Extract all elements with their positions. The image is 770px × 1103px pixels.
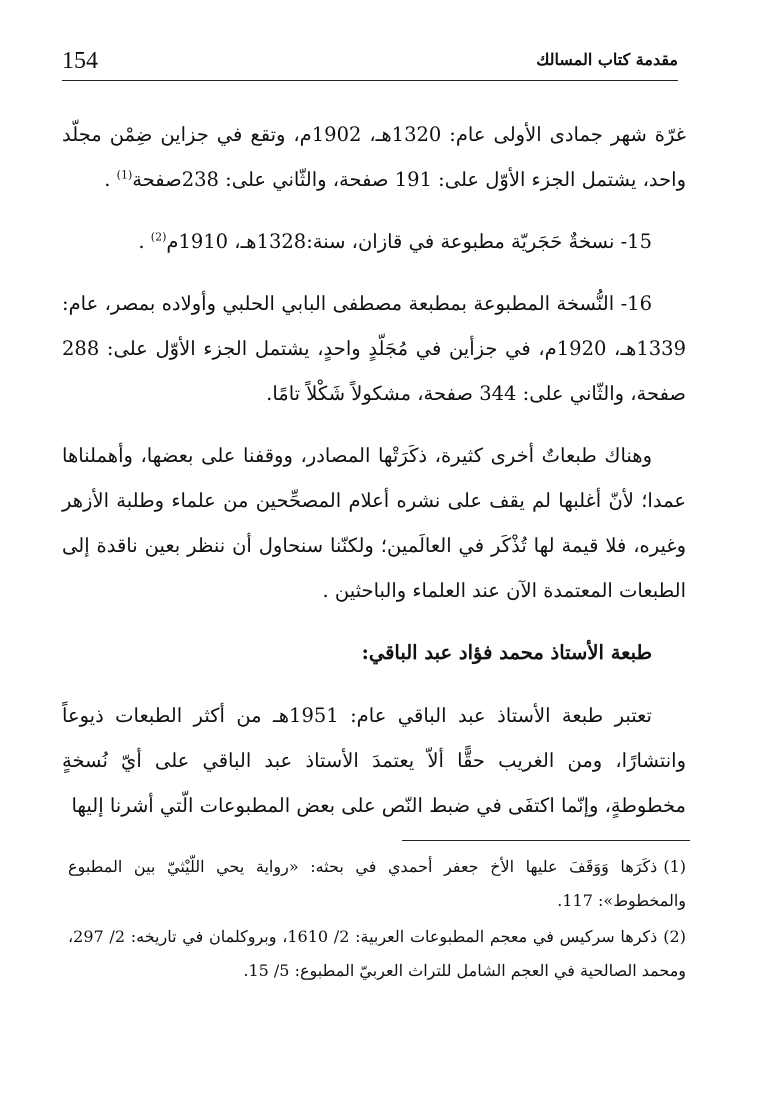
footnote-ref: (1) — [116, 168, 133, 182]
paragraph — [62, 281, 686, 416]
paragraph-text: تعتبر طبعة الأستاذ عبد الباقي عام: 1951هـ من أكثر الطبعات ذيوعاً وانتشارًا، ومن الغريب حقًّا ألاّ يعتمدَ الأستاذ عبد الباقي على أيّ نُسخةٍ مخطوطةٍ، وإنّما اكتفَى في ضبط النّص على بعض المطبوعات الّتي أشرنا إليها — [62, 704, 686, 817]
paragraph-tail: . — [138, 230, 151, 253]
footnotes — [68, 850, 686, 990]
paragraph-text: 16- النُّسخة المطبوعة بمطبعة مصطفى البابي الحلبي وأولاده بمصر، عام: 1339هـ، 1920م، في جزأين في مُجَلّدٍ واحدٍ، يشتمل الجزء الأوّل على: 288 صفحة، والثّاني على: 344 صفحة، مشكولاً شَكْلاً تامًا. — [62, 292, 686, 405]
footnote-text: ذكَرَها وَوَقَفَ عليها الأخ جعفر أحمدي في بحثه: «رواية يحي اللّيْثيّ بين المطبوع والمخطوط»: 117. — [68, 857, 686, 910]
paragraph — [62, 433, 686, 613]
paragraph — [62, 219, 686, 264]
paragraph-tail: . — [104, 168, 117, 191]
footnote-text: ذكرها سركيس في معجم المطبوعات العربية: 2/ 1610، وبروكلمان في تاريخه: 2/ 297، ومحمد الصالحية في العجم الشامل للتراث العربيّ المطبوع: 5/ 15. — [68, 927, 686, 980]
section-heading: طبعة الأستاذ محمد فؤاد عبد الباقي: — [361, 641, 652, 664]
footnote-number: (1) — [663, 857, 686, 876]
paragraph-text: وهناك طبعاتٌ أخرى كثيرة، ذكَرَتْها المصادر، ووقفنا على بعضها، وأهملناها عمدا؛ لأنّ أغلبها لم يقف على نشره أعلام المصحِّحين من علماء وطلبة الأزهر وغيره، فلا قيمة لها تُذْكَر في العالَمين؛ ولكنّنا سنحاول أن ننظر بعين ناقدة إلى الطبعات المعتمدة الآن عند العلماء والباحثين . — [62, 444, 686, 602]
paragraph-text: غرّة شهر جمادى الأولى عام: 1320هـ، 1902م، وتقع في جزاين ضِمْن مجلّد واحد، يشتمل الجزء الأوّل على: 191 صفحة، والثّاني على: 238صفحة — [62, 123, 686, 191]
footnote — [68, 920, 686, 988]
footnote-number: (2) — [663, 927, 686, 946]
main-text — [62, 112, 686, 845]
footnote-ref: (2) — [150, 230, 167, 244]
footnote-divider — [402, 840, 690, 841]
paragraph — [62, 693, 686, 828]
paragraph — [62, 112, 686, 202]
page-number: 154 — [62, 48, 98, 74]
running-title: مقدمة كتاب المسالك — [536, 50, 678, 69]
footnote — [68, 850, 686, 918]
page-header — [62, 46, 678, 81]
paragraph-text: 15- نسخةٌ حَجَريّة مطبوعة في قازان، سنة:1328هـ، 1910م — [166, 230, 652, 253]
